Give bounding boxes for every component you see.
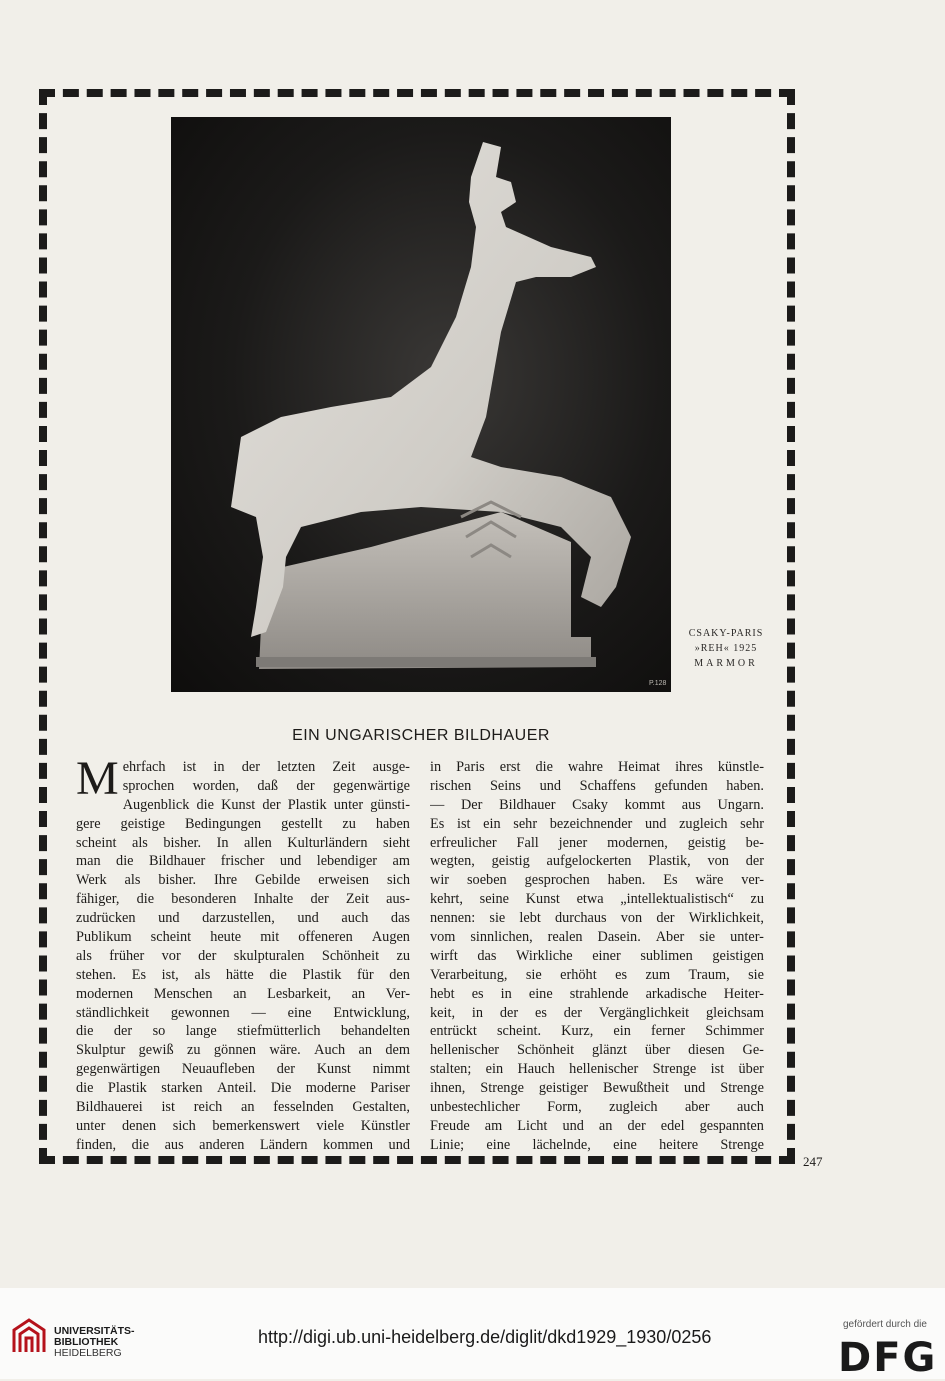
dfg-logo: DFG — [838, 1335, 938, 1381]
text-line: Augenblick die Kunst der Plastik unter günsti- — [122, 796, 410, 813]
text-line: hellenischer Schönheit glänzt über diesen Ge- — [430, 1042, 764, 1059]
text-line: unbestechlicher Form, zugleich aber auch — [430, 1099, 764, 1116]
text-line: Es ist ein sehr bezeichnender und zugleich sehr — [430, 815, 764, 832]
text-line: Verarbeitung, sie erhöht es zum Traum, sie — [430, 966, 764, 983]
text-line: Publikum scheint heute mit offeneren Augen — [76, 929, 410, 946]
caption-work: »REH« 1925 — [694, 643, 758, 654]
text-line: nennen: sie lebt durchaus von der Wirklichkeit, — [430, 910, 764, 927]
text-line: Bildhauerei ist reich an fesselnden Gestalten, — [76, 1099, 410, 1116]
text-line: als früher vor der skulpturalen Schönheit zu — [76, 947, 410, 964]
text-line: modernen Menschen an Lesbarkeit, an Ver- — [76, 985, 410, 1002]
text-line: — Der Bildhauer Csaky kommt aus Ungarn. — [430, 796, 764, 813]
text-line: gere geistige Bedingungen gestellt zu haben — [76, 815, 410, 832]
text-line: zudrücken und darzustellen, und auch das — [76, 910, 410, 927]
text-line: in Paris erst die wahre Heimat ihres künstle- — [430, 759, 764, 775]
text-line: scheint als bisher. In allen Kulturländern sieht — [76, 834, 410, 851]
text-line: Freude am Licht und an der edel gespannten — [430, 1117, 764, 1134]
photo-corner-mark: P.128 — [649, 680, 667, 687]
text-column-left — [76, 752, 410, 1155]
deer-sculpture-image — [171, 117, 671, 692]
text-line: unter denen sich bemerkenswert viele Künstler — [76, 1117, 410, 1134]
library-name — [54, 1326, 135, 1359]
sculpture-photo — [171, 117, 671, 692]
caption-artist: CSAKY-PARIS — [688, 628, 764, 639]
article-title: EIN UNGARISCHER BILDHAUER — [292, 727, 550, 744]
text-line: die der so lange stiefmütterlich behandelten — [76, 1023, 410, 1040]
source-url-link[interactable]: http://digi.ub.uni-heidelberg.de/diglit/dkd1929_1930/0256 — [258, 1327, 712, 1347]
text-line: ständlichkeit gewonnen — eine Entwicklung, — [76, 1004, 410, 1021]
caption-material: MARMOR — [694, 658, 758, 669]
text-line: wir soeben gesprochen haben. Es wäre ver- — [430, 872, 764, 889]
text-line: entrückt scheint. Kurz, ein ferner Schimmer — [430, 1023, 764, 1040]
text-line: vom sinnlichen, realen Dasein. Aber sie unter- — [430, 929, 764, 946]
text-line: wegten, geistig aufgelockerten Plastik, von der — [430, 853, 764, 870]
text-line: Linie; eine lächelnde, eine heitere Strenge — [430, 1136, 764, 1153]
university-library-logo-icon — [10, 1316, 48, 1356]
page-number: 247 — [803, 1154, 823, 1169]
text-line: Werk als bisher. Ihre Gebilde erweisen sich — [76, 872, 410, 889]
text-line: hebt es in eine strahlende arkadische Heiter- — [430, 985, 764, 1002]
text-column-right — [430, 758, 764, 1155]
text-line: finden, die aus anderen Ländern kommen und — [76, 1136, 410, 1153]
text-line: wirft das Wirkliche einer sublimen geistigen — [430, 947, 764, 964]
text-line: erfreulicher Fall jener modernen, geistig be- — [430, 834, 764, 851]
text-line: ehrfach ist in der letzten Zeit ausge- — [122, 759, 410, 775]
text-line: gegenwärtigen Neuaufleben der Kunst nimmt — [76, 1061, 410, 1078]
funding-label: gefördert durch die — [843, 1319, 927, 1330]
library-name-line1: UNIVERSITÄTS- — [54, 1325, 135, 1337]
text-line: stehen. Es ist, als hätte die Plastik für den — [76, 966, 410, 983]
drop-cap: M — [76, 752, 119, 805]
text-line: kehrt, seine Kunst etwa „intellektualistisch“ zu — [430, 891, 764, 908]
text-line: sprochen worden, daß der gegenwärtige — [122, 777, 410, 794]
text-line: ihnen, Strenge geistiger Bewußtheit und Strenge — [430, 1080, 764, 1097]
library-name-line3: HEIDELBERG — [54, 1347, 122, 1359]
text-line: man die Bildhauer frischer und lebendiger am — [76, 853, 410, 870]
text-line: fähiger, die besonderen Inhalte der Zeit aus- — [76, 891, 410, 908]
text-line: rischen Seins und Schaffens gefunden haben. — [430, 777, 764, 794]
library-name-line2: BIBLIOTHEK — [54, 1336, 119, 1348]
text-line: keit, in der es der Vergänglichkeit gleichsam — [430, 1004, 764, 1021]
photo-caption — [676, 626, 776, 671]
text-line: Skulptur gewiß zu gönnen wäre. Auch an dem — [76, 1042, 410, 1059]
text-line: stalten; ein Hauch hellenischer Strenge ist über — [430, 1061, 764, 1078]
text-line: die Plastik starken Anteil. Die moderne Pariser — [76, 1080, 410, 1097]
